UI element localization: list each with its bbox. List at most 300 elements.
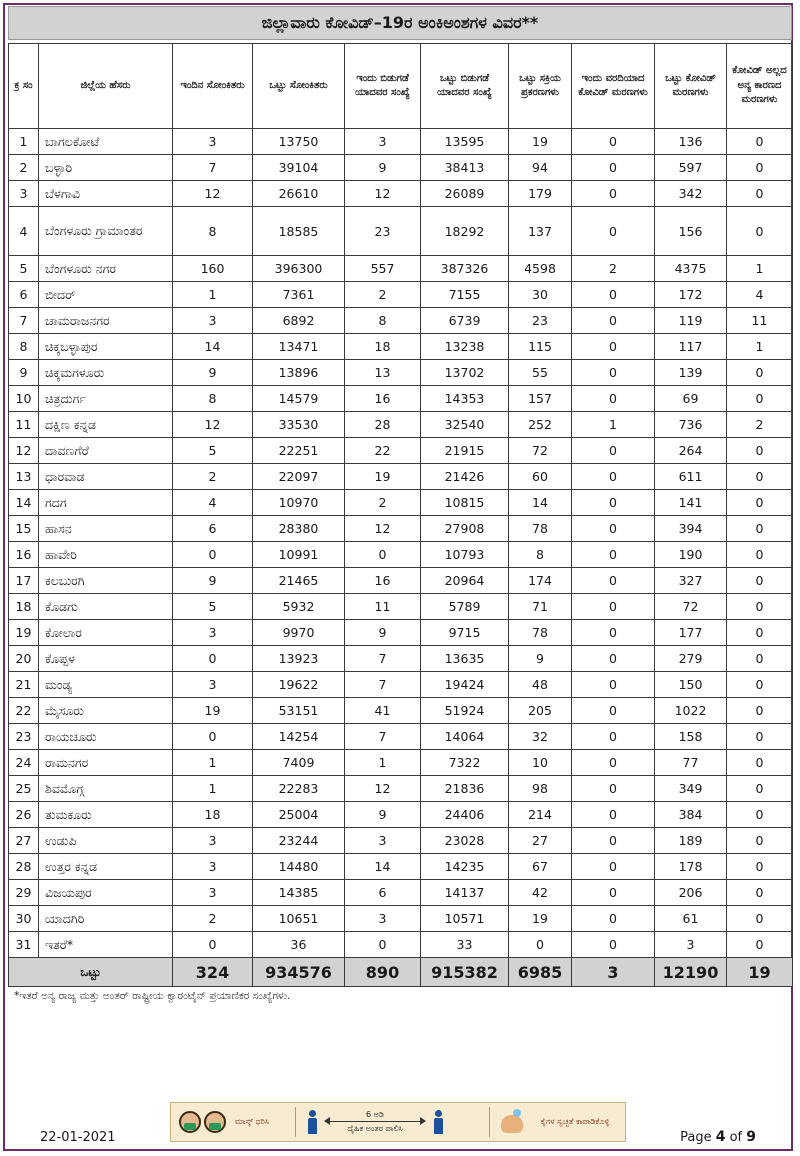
value-cell: 19 (509, 906, 572, 932)
value-cell: 0 (727, 360, 793, 386)
district-name-cell: ಧಾರವಾಡ (39, 464, 173, 490)
value-cell: 98 (509, 776, 572, 802)
value-cell: 9 (173, 568, 253, 594)
district-name-cell: ರಾಯಚೂರು (39, 724, 173, 750)
value-cell: 25004 (253, 802, 345, 828)
value-cell: 7155 (421, 282, 509, 308)
value-cell: 0 (727, 932, 793, 958)
value-cell: 0 (572, 181, 655, 207)
value-cell: 10 (509, 750, 572, 776)
serial-cell: 2 (9, 155, 39, 181)
value-cell: 156 (655, 207, 727, 256)
table-row (9, 129, 793, 155)
hand-wash-icon (499, 1109, 527, 1135)
serial-cell: 19 (9, 620, 39, 646)
value-cell: 0 (173, 646, 253, 672)
table-row (9, 620, 793, 646)
serial-cell: 24 (9, 750, 39, 776)
value-cell: 0 (727, 129, 793, 155)
value-cell: 0 (727, 750, 793, 776)
value-cell: 178 (655, 854, 727, 880)
value-cell: 0 (572, 698, 655, 724)
value-cell: 18292 (421, 207, 509, 256)
table-row (9, 672, 793, 698)
value-cell: 14480 (253, 854, 345, 880)
value-cell: 14064 (421, 724, 509, 750)
value-cell: 10815 (421, 490, 509, 516)
value-cell: 0 (727, 672, 793, 698)
value-cell: 141 (655, 490, 727, 516)
serial-cell: 15 (9, 516, 39, 542)
district-name-cell: ಬೀದರ್ (39, 282, 173, 308)
value-cell: 72 (655, 594, 727, 620)
serial-cell: 28 (9, 854, 39, 880)
value-cell: 0 (572, 386, 655, 412)
value-cell: 14353 (421, 386, 509, 412)
value-cell: 0 (727, 181, 793, 207)
serial-cell: 9 (9, 360, 39, 386)
value-cell: 7322 (421, 750, 509, 776)
value-cell: 0 (727, 594, 793, 620)
value-cell: 2 (173, 906, 253, 932)
value-cell: 14137 (421, 880, 509, 906)
value-cell: 136 (655, 129, 727, 155)
header-active-cases: ಒಟ್ಟು ಸಕ್ರಿಯ ಪ್ರಕರಣಗಳು (509, 44, 572, 129)
distance-text: ದೈಹಿಕ ಅಂತರ ಪಾಲಿಸಿ (347, 1123, 403, 1133)
serial-cell: 18 (9, 594, 39, 620)
value-cell: 4375 (655, 256, 727, 282)
value-cell: 10651 (253, 906, 345, 932)
value-cell: 12 (173, 181, 253, 207)
value-cell: 32540 (421, 412, 509, 438)
value-cell: 2 (727, 412, 793, 438)
district-name-cell: ಶಿವಮೊಗ್ಗ (39, 776, 173, 802)
value-cell: 48 (509, 672, 572, 698)
footnote: *ಇತರೆ ಅನ್ಯ ರಾಜ್ಯ ಮತ್ತು ಅಂತರ್ ರಾಷ್ಟ್ರೀಯ ಕ್ವಾರಂಟೈನ್ ಪ್ರಯಾಣಿಕರ ಸಂಖ್ಯೆಗಳು. (14, 990, 291, 1002)
value-cell: 1 (173, 282, 253, 308)
table-row (9, 386, 793, 412)
value-cell: 72 (509, 438, 572, 464)
value-cell: 0 (572, 542, 655, 568)
value-cell: 6739 (421, 308, 509, 334)
value-cell: 9 (345, 620, 421, 646)
value-cell: 9970 (253, 620, 345, 646)
distance-arrow-icon (325, 1121, 425, 1122)
serial-cell: 25 (9, 776, 39, 802)
value-cell: 349 (655, 776, 727, 802)
value-cell: 139 (655, 360, 727, 386)
value-cell: 0 (727, 207, 793, 256)
value-cell: 117 (655, 334, 727, 360)
value-cell: 26610 (253, 181, 345, 207)
value-cell: 6 (345, 880, 421, 906)
value-cell: 7 (345, 646, 421, 672)
value-cell: 16 (345, 386, 421, 412)
value-cell: 4 (727, 282, 793, 308)
header-serial: ಕ್ರ ಸಂ (9, 44, 39, 129)
serial-cell: 7 (9, 308, 39, 334)
value-cell: 0 (572, 880, 655, 906)
serial-cell: 12 (9, 438, 39, 464)
table-header-row (9, 44, 793, 129)
value-cell: 384 (655, 802, 727, 828)
value-cell: 13595 (421, 129, 509, 155)
hygiene-text: ಕೈಗಳ ಸ್ವಚ್ಛತೆ ಕಾಪಾಡಿಕೊಳ್ಳಿ (540, 1116, 610, 1126)
value-cell: 10793 (421, 542, 509, 568)
total-cell: 6985 (509, 958, 572, 987)
value-cell: 13702 (421, 360, 509, 386)
value-cell: 0 (727, 776, 793, 802)
table-row (9, 724, 793, 750)
value-cell: 2 (572, 256, 655, 282)
value-cell: 69 (655, 386, 727, 412)
page-total: 9 (746, 1129, 756, 1145)
value-cell: 14385 (253, 880, 345, 906)
value-cell: 0 (572, 906, 655, 932)
value-cell: 3 (173, 129, 253, 155)
serial-cell: 29 (9, 880, 39, 906)
table-row (9, 438, 793, 464)
value-cell: 67 (509, 854, 572, 880)
value-cell: 174 (509, 568, 572, 594)
value-cell: 2 (345, 282, 421, 308)
value-cell: 28 (345, 412, 421, 438)
serial-cell: 21 (9, 672, 39, 698)
value-cell: 20964 (421, 568, 509, 594)
value-cell: 26089 (421, 181, 509, 207)
value-cell: 12 (345, 776, 421, 802)
value-cell: 0 (572, 646, 655, 672)
value-cell: 0 (572, 516, 655, 542)
table-row (9, 412, 793, 438)
page-of: of (725, 1130, 747, 1145)
total-cell: 19 (727, 958, 793, 987)
district-name-cell: ಹಾವೇರಿ (39, 542, 173, 568)
total-cell: 12190 (655, 958, 727, 987)
value-cell: 0 (727, 880, 793, 906)
value-cell: 12 (345, 181, 421, 207)
serial-cell: 8 (9, 334, 39, 360)
value-cell: 60 (509, 464, 572, 490)
value-cell: 0 (572, 438, 655, 464)
value-cell: 24406 (421, 802, 509, 828)
table-row (9, 802, 793, 828)
value-cell: 0 (572, 464, 655, 490)
total-label: ಒಟ್ಟು (9, 958, 173, 987)
value-cell: 8 (173, 386, 253, 412)
value-cell: 14 (509, 490, 572, 516)
value-cell: 19 (345, 464, 421, 490)
value-cell: 13923 (253, 646, 345, 672)
value-cell: 206 (655, 880, 727, 906)
header-non-covid-deaths: ಕೋವಿಡ್ ಅಲ್ಲದ ಅನ್ಯ ಕಾರಣದ ಮರಣಗಳು (727, 44, 793, 129)
value-cell: 12 (345, 516, 421, 542)
value-cell: 9715 (421, 620, 509, 646)
value-cell: 190 (655, 542, 727, 568)
value-cell: 0 (572, 932, 655, 958)
value-cell: 3 (345, 129, 421, 155)
table-row (9, 542, 793, 568)
value-cell: 0 (572, 490, 655, 516)
district-name-cell: ಚಿಕ್ಕಬಳ್ಳಾಪುರ (39, 334, 173, 360)
total-cell: 3 (572, 958, 655, 987)
value-cell: 396300 (253, 256, 345, 282)
table-row (9, 776, 793, 802)
value-cell: 6 (173, 516, 253, 542)
value-cell: 9 (345, 802, 421, 828)
value-cell: 252 (509, 412, 572, 438)
total-cell: 890 (345, 958, 421, 987)
value-cell: 179 (509, 181, 572, 207)
table-row (9, 516, 793, 542)
value-cell: 3 (655, 932, 727, 958)
page-prefix: Page (680, 1130, 716, 1145)
value-cell: 19 (173, 698, 253, 724)
value-cell: 13 (345, 360, 421, 386)
serial-cell: 6 (9, 282, 39, 308)
value-cell: 0 (572, 724, 655, 750)
serial-cell: 10 (9, 386, 39, 412)
value-cell: 18585 (253, 207, 345, 256)
serial-cell: 5 (9, 256, 39, 282)
header-today-discharged: ಇಂದು ಬಿಡುಗಡೆ ಯಾದವರ ಸಂಖ್ಯೆ (345, 44, 421, 129)
district-name-cell: ಬಾಗಲಕೋಟೆ (39, 129, 173, 155)
value-cell: 14 (345, 854, 421, 880)
value-cell: 0 (727, 568, 793, 594)
value-cell: 0 (572, 854, 655, 880)
value-cell: 14 (173, 334, 253, 360)
value-cell: 3 (345, 906, 421, 932)
value-cell: 0 (727, 438, 793, 464)
value-cell: 53151 (253, 698, 345, 724)
value-cell: 13238 (421, 334, 509, 360)
value-cell: 21426 (421, 464, 509, 490)
table-row (9, 256, 793, 282)
value-cell: 3 (173, 620, 253, 646)
value-cell: 0 (173, 724, 253, 750)
value-cell: 41 (345, 698, 421, 724)
table-row (9, 334, 793, 360)
value-cell: 3 (173, 308, 253, 334)
report-title: ಜಿಲ್ಲಾವಾರು ಕೋವಿಡ್–19ರ ಅಂಕಿಅಂಶಗಳ ವಿವರ** (8, 6, 792, 40)
serial-cell: 14 (9, 490, 39, 516)
value-cell: 0 (727, 802, 793, 828)
value-cell: 21465 (253, 568, 345, 594)
value-cell: 5 (173, 594, 253, 620)
value-cell: 1 (727, 334, 793, 360)
value-cell: 0 (727, 386, 793, 412)
value-cell: 4 (173, 490, 253, 516)
value-cell: 22283 (253, 776, 345, 802)
value-cell: 5932 (253, 594, 345, 620)
value-cell: 13750 (253, 129, 345, 155)
table-row (9, 282, 793, 308)
value-cell: 0 (727, 646, 793, 672)
district-name-cell: ದಕ್ಷಿಣ ಕನ್ನಡ (39, 412, 173, 438)
value-cell: 1022 (655, 698, 727, 724)
value-cell: 13471 (253, 334, 345, 360)
value-cell: 51924 (421, 698, 509, 724)
value-cell: 597 (655, 155, 727, 181)
serial-cell: 16 (9, 542, 39, 568)
table-row (9, 568, 793, 594)
value-cell: 42 (509, 880, 572, 906)
header-today-positive: ಇಂದಿನ ಸೋಂಕಿತರು (173, 44, 253, 129)
person-icon (307, 1110, 317, 1134)
value-cell: 12 (173, 412, 253, 438)
value-cell: 0 (572, 334, 655, 360)
value-cell: 0 (727, 490, 793, 516)
value-cell: 28380 (253, 516, 345, 542)
value-cell: 39104 (253, 155, 345, 181)
value-cell: 71 (509, 594, 572, 620)
page-current: 4 (715, 1129, 726, 1145)
district-name-cell: ಕೋಲಾರ (39, 620, 173, 646)
district-name-cell: ಮೈಸೂರು (39, 698, 173, 724)
value-cell: 23 (509, 308, 572, 334)
district-name-cell: ಬೆಳಗಾವಿ (39, 181, 173, 207)
district-name-cell: ಉತ್ತರ ಕನ್ನಡ (39, 854, 173, 880)
value-cell: 214 (509, 802, 572, 828)
district-name-cell: ತುಮಕೂರು (39, 802, 173, 828)
value-cell: 1 (345, 750, 421, 776)
district-name-cell: ಇತರೆ* (39, 932, 173, 958)
district-name-cell: ಬೆಂಗಳೂರು ಗ್ರಾಮಾಂತರ (39, 207, 173, 256)
serial-cell: 3 (9, 181, 39, 207)
header-district: ಜಿಲ್ಲೆಯ ಹೆಸರು (39, 44, 173, 129)
value-cell: 61 (655, 906, 727, 932)
value-cell: 27 (509, 828, 572, 854)
district-name-cell: ಚಾಮರಾಜನಗರ (39, 308, 173, 334)
value-cell: 115 (509, 334, 572, 360)
table-row (9, 906, 793, 932)
person-icon (433, 1110, 443, 1134)
value-cell: 13896 (253, 360, 345, 386)
table-row (9, 594, 793, 620)
value-cell: 0 (572, 568, 655, 594)
district-name-cell: ಕಲಬುರಗಿ (39, 568, 173, 594)
value-cell: 158 (655, 724, 727, 750)
value-cell: 3 (173, 854, 253, 880)
serial-cell: 30 (9, 906, 39, 932)
table-row (9, 750, 793, 776)
value-cell: 33 (421, 932, 509, 958)
value-cell: 1 (173, 750, 253, 776)
value-cell: 0 (572, 802, 655, 828)
total-cell: 915382 (421, 958, 509, 987)
district-name-cell: ರಾಮನಗರ (39, 750, 173, 776)
value-cell: 23244 (253, 828, 345, 854)
value-cell: 11 (345, 594, 421, 620)
serial-cell: 11 (9, 412, 39, 438)
value-cell: 0 (345, 932, 421, 958)
value-cell: 387326 (421, 256, 509, 282)
value-cell: 0 (572, 360, 655, 386)
total-cell: 934576 (253, 958, 345, 987)
value-cell: 342 (655, 181, 727, 207)
value-cell: 5789 (421, 594, 509, 620)
table-row (9, 880, 793, 906)
table-row (9, 646, 793, 672)
value-cell: 0 (727, 516, 793, 542)
table-row (9, 207, 793, 256)
value-cell: 736 (655, 412, 727, 438)
value-cell: 177 (655, 620, 727, 646)
value-cell: 0 (727, 464, 793, 490)
value-cell: 172 (655, 282, 727, 308)
value-cell: 9 (173, 360, 253, 386)
value-cell: 19424 (421, 672, 509, 698)
value-cell: 30 (509, 282, 572, 308)
value-cell: 264 (655, 438, 727, 464)
value-cell: 38413 (421, 155, 509, 181)
table-row (9, 181, 793, 207)
value-cell: 0 (727, 542, 793, 568)
value-cell: 189 (655, 828, 727, 854)
value-cell: 0 (572, 828, 655, 854)
safety-banner (170, 1102, 626, 1142)
value-cell: 14235 (421, 854, 509, 880)
value-cell: 327 (655, 568, 727, 594)
district-name-cell: ಹಾಸನ (39, 516, 173, 542)
value-cell: 77 (655, 750, 727, 776)
report-date: 22-01-2021 (40, 1130, 116, 1145)
serial-cell: 13 (9, 464, 39, 490)
value-cell: 14579 (253, 386, 345, 412)
value-cell: 16 (345, 568, 421, 594)
district-name-cell: ಬೆಂಗಳೂರು ನಗರ (39, 256, 173, 282)
value-cell: 160 (173, 256, 253, 282)
value-cell: 394 (655, 516, 727, 542)
value-cell: 22251 (253, 438, 345, 464)
serial-cell: 26 (9, 802, 39, 828)
district-name-cell: ಚಿಕ್ಕಮಗಳೂರು (39, 360, 173, 386)
value-cell: 157 (509, 386, 572, 412)
value-cell: 7361 (253, 282, 345, 308)
value-cell: 14254 (253, 724, 345, 750)
masked-face-icon (179, 1111, 201, 1133)
value-cell: 78 (509, 620, 572, 646)
value-cell: 9 (345, 155, 421, 181)
value-cell: 7 (345, 724, 421, 750)
value-cell: 33530 (253, 412, 345, 438)
value-cell: 0 (572, 776, 655, 802)
serial-cell: 1 (9, 129, 39, 155)
header-total-positive: ಒಟ್ಟು ಸೋಂಕಿತರು (253, 44, 345, 129)
value-cell: 0 (173, 542, 253, 568)
value-cell: 19622 (253, 672, 345, 698)
value-cell: 4598 (509, 256, 572, 282)
district-name-cell: ಕೊಪ್ಪಳ (39, 646, 173, 672)
value-cell: 119 (655, 308, 727, 334)
value-cell: 3 (345, 828, 421, 854)
serial-cell: 31 (9, 932, 39, 958)
table-row (9, 360, 793, 386)
value-cell: 0 (509, 932, 572, 958)
district-name-cell: ಮಂಡ್ಯ (39, 672, 173, 698)
table-row (9, 828, 793, 854)
mask-text: ಮಾಸ್ಕ್ ಧರಿಸಿ (234, 1116, 270, 1126)
district-name-cell: ಕೊಡಗು (39, 594, 173, 620)
value-cell: 1 (727, 256, 793, 282)
serial-cell: 17 (9, 568, 39, 594)
table-row (9, 464, 793, 490)
value-cell: 2 (345, 490, 421, 516)
value-cell: 150 (655, 672, 727, 698)
value-cell: 9 (509, 646, 572, 672)
value-cell: 13635 (421, 646, 509, 672)
value-cell: 3 (173, 828, 253, 854)
